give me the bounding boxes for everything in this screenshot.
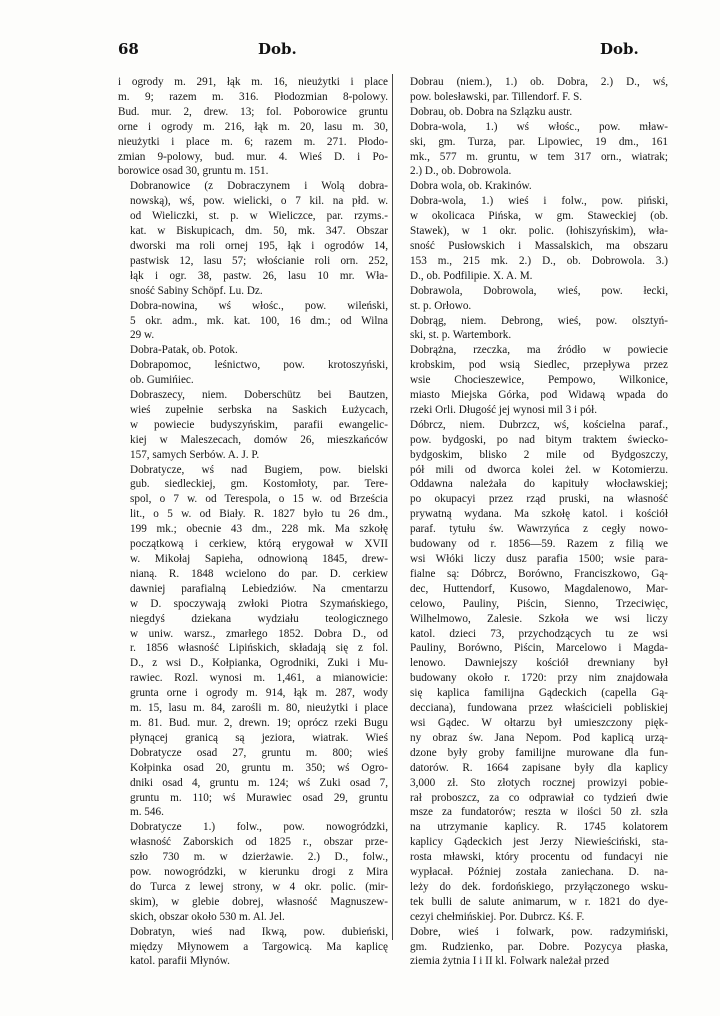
text-line: Bud. mur. 2, drew. 13; fol. Poborowice gruntu bbox=[118, 105, 388, 118]
dictionary-entry bbox=[118, 463, 388, 821]
dictionary-entry bbox=[118, 358, 388, 388]
text-line: 29 w. bbox=[130, 329, 155, 342]
text-line: Dobratycze 1.) folw., pow. nowogródzki, bbox=[130, 821, 388, 834]
dictionary-entry bbox=[398, 284, 668, 314]
dictionary-entry bbox=[118, 820, 388, 924]
text-line: st. p. Orłowo. bbox=[410, 299, 472, 312]
text-line: Dobranowice (z Dobraczynem i Wolą dobra- bbox=[130, 180, 388, 193]
text-line: decciana), fundowana przez właścicieli pobliskiej bbox=[410, 702, 668, 715]
text-line: Dobra-wola, 1.) wieś i folw., pow. piński, bbox=[410, 195, 668, 208]
text-line: 3,000 zł. Sto złotych rocznej prowizyi pobie- bbox=[410, 776, 668, 789]
text-line: 5 okr. adm., mk. kat. 100, 16 dm.; od Wilna bbox=[130, 314, 388, 327]
text-line: prywatną wydana. Ma szkołę katol. i kościół bbox=[410, 508, 668, 521]
text-line: Dobrąg, niem. Debrong, wieś, pow. olsztyń- bbox=[410, 314, 668, 327]
text-line: 2.) D., ob. Dobrowola. bbox=[410, 165, 512, 178]
text-line: ny obraz św. Jana Nepom. Pod kaplicą urzą- bbox=[410, 731, 668, 744]
text-line: dworski ma roli ornej 195, łąk i ogrodów 14, bbox=[130, 239, 388, 252]
text-line: m. 81. Bud. mur. 2, drewn. 19; oprócz rzeki Bugu bbox=[130, 716, 388, 729]
text-line: Dobratycze osad 27, gruntu m. 800; wieś bbox=[130, 746, 388, 759]
text-line: Pauliny, Borówno, Piścin, Marcelowo i Magda- bbox=[410, 642, 668, 655]
dictionary-entry bbox=[398, 418, 668, 925]
dictionary-entry bbox=[398, 75, 668, 105]
dictionary-entry bbox=[398, 105, 668, 120]
text-line: m. 15, lasu m. 84, zarośli m. 80, nieużytki i place bbox=[130, 702, 388, 715]
text-line: Dobratyn, wieś nad Ikwą, pow. dubieński, bbox=[130, 925, 388, 938]
text-line: szło 730 m. w dzierżawie. 2.) D., folw., bbox=[130, 851, 388, 864]
text-line: D., z wsi D., Kołpianka, Ogrodniki, Zuki i Mu- bbox=[130, 657, 388, 670]
text-line: w D. spoczywają zwłoki Piotra Szymańskiego, bbox=[130, 597, 388, 610]
text-line: łąk i ogr. 38, pastw. 26, lasu 10 mr. Wła- bbox=[130, 269, 388, 282]
text-line: w uniw. warsz., zmarłego 1852. Dobra D., od bbox=[130, 627, 388, 640]
text-line: Kołpinka osad 20, gruntu m. 350; wś Ogro- bbox=[130, 761, 388, 774]
text-line: mk., 577 m. gruntu, w tem 317 orn., wiatrak; bbox=[410, 150, 668, 163]
text-line: Stawek), w 1 okr. polic. (łohiszyńskim), wła- bbox=[410, 225, 668, 238]
text-line: ski, st. p. Wartembork. bbox=[410, 329, 512, 342]
text-line: nowską), wś, pow. wielicki, o 7 kil. na płd. w. bbox=[130, 195, 388, 208]
text-line: kaplicy Gądeckich jest Jerzy Niewieściński, sta- bbox=[410, 836, 668, 849]
text-line: dniki osad 4, gruntu m. 124; wś Zuki osad 7, bbox=[130, 776, 388, 789]
text-line: pow. nowogródzki, w kierunku drogi z Mira bbox=[130, 866, 388, 879]
text-line: krobskim, pod wsią Siedlec, przepływa przez bbox=[410, 359, 668, 372]
text-line: od Wieliczki, st. p. w Wieliczce, par. rzyms.- bbox=[130, 210, 388, 223]
text-line: wsie Chocieszewice, Pempowo, Wilkonice, bbox=[410, 374, 668, 387]
text-line: Dobrążna, rzeczka, ma źródło w powiecie bbox=[410, 344, 668, 357]
text-line: pastwisk 12, lasu 57; włościanie roli orn. 252, bbox=[130, 254, 388, 267]
text-line: D., ob. Podfilipie. X. A. M. bbox=[410, 269, 533, 282]
text-line: m. 546. bbox=[130, 806, 164, 819]
text-line: 153 m., 215 mk. 2.) D., ob. Dobrowola. 3.) bbox=[410, 254, 668, 267]
text-line: Dobra-Patak, ob. Potok. bbox=[130, 344, 238, 357]
text-line: gruntu m. 110; wś Murawiec osad 29, gruntu bbox=[130, 791, 388, 804]
left-column bbox=[118, 75, 388, 969]
text-line: dec, Huttendorf, Kusowo, Magdalenowo, Mar- bbox=[410, 582, 668, 595]
text-line: Dobrapomoc, leśnictwo, pow. krotoszyński, bbox=[130, 359, 388, 372]
dictionary-entry bbox=[398, 120, 668, 180]
text-line: ski, gm. Turza, par. Lipowiec, 19 dm., 161 bbox=[410, 135, 668, 148]
text-line: wsi Gądec. W ołtarzu był umieszczony pięk- bbox=[410, 716, 668, 729]
running-head-left: Dob. bbox=[258, 40, 297, 58]
text-line: rosta mławski, który procentu od fundacyi nie bbox=[410, 851, 668, 864]
text-line: nianą. R. 1848 wcielono do par. D. cerkiew bbox=[130, 567, 388, 580]
dictionary-entry bbox=[118, 179, 388, 298]
text-line: Wilhelmowo, Zalesie. Szkoła we wsi liczy bbox=[410, 612, 668, 625]
text-line: leży do dek. fordońskiego, przyłączonego wsku- bbox=[410, 880, 668, 893]
text-line: skich, obszar około 530 m. Al. Jel. bbox=[130, 910, 285, 923]
text-line: rzeki Orli. Długość jej wynosi mil 3 i pół. bbox=[410, 403, 598, 416]
text-line: początkową i cerkiew, którą erygował w XVII bbox=[130, 538, 388, 551]
text-line: Dóbrcz, niem. Dubrzcz, wś, kościelna paraf., bbox=[410, 418, 668, 431]
text-line: sność Pusłowskich i Massalskich, ma obszaru bbox=[410, 239, 668, 252]
text-line: ziemia żytnia I i II kl. Folwark należał przed bbox=[410, 955, 610, 968]
text-line: w okolicaca Pińska, w gm. Staweckiej (ob. bbox=[410, 210, 668, 223]
text-line: tek bulli de salute animarum, w r. 1821 do dye- bbox=[410, 895, 668, 908]
text-line: nieużytki i place m. 6; razem m. 271. Płodo- bbox=[118, 135, 388, 148]
text-line: cezyi chełmińskiej. Por. Dubrcz. Kś. F. bbox=[410, 910, 585, 923]
text-line: budowany od r. 1856—59. Razem z filią we bbox=[410, 538, 668, 551]
text-line: Dobra wola, ob. Krakinów. bbox=[410, 180, 532, 193]
text-line: orne i ogrody m. 216, łąk m. 20, lasu m. 30, bbox=[118, 120, 388, 133]
text-line: m. 9; razem m. 316. Płodozmian 8-polowy. bbox=[118, 90, 388, 103]
text-line: bydgoskim, blisko 2 mile od Bydgoszczy, bbox=[410, 448, 668, 461]
text-line: kiej w Maleszecach, domów 26, mieszkańców bbox=[130, 433, 388, 446]
text-line: sność Sabiny Schöpf. Lu. Dz. bbox=[130, 284, 263, 297]
text-line: spol, o 7 w. od Terespola, o 15 w. od Brześcia bbox=[130, 493, 388, 506]
text-line: Dobraszecy, niem. Doberschütz bei Bautzen, bbox=[130, 389, 388, 402]
text-line: skim), w glebie dobrej, własność Magnuszew- bbox=[130, 895, 388, 908]
text-line: na utrzymanie kaplicy. R. 1745 kolatorem bbox=[410, 821, 668, 834]
text-line: płynącej granicą są jeziora, wiatrak. Wieś bbox=[130, 731, 388, 744]
text-line: fialne są: Dóbrcz, Borówno, Franciszkowo, Gą- bbox=[410, 567, 668, 580]
text-line: gub. siedleckiej, gm. Kostomłoty, par. Tere- bbox=[130, 478, 388, 491]
text-line: Dobra-nowina, wś włośc., pow. wileński, bbox=[130, 299, 388, 312]
text-line: budowany około r. 1720: przy nim znajdowała bbox=[410, 672, 668, 685]
dictionary-entry bbox=[398, 179, 668, 194]
text-line: miasto Miejska Górka, pod Widawą wpada do bbox=[410, 389, 668, 402]
text-line: Dobra-wola, 1.) wś włośc., pow. mław- bbox=[410, 120, 668, 133]
text-line: grunta orne i ogrody m. 914, łąk m. 287, wody bbox=[130, 687, 388, 700]
text-line: paraf. tytułu św. Wawrzyńca z cegły nowo- bbox=[410, 523, 668, 536]
text-line: zmian 9-polowy, bud. mur. 4. Wieś D. i Po- bbox=[118, 150, 388, 163]
text-line: Oddawna należała do kapituły włocławskiej; bbox=[410, 478, 668, 491]
running-head-right: Dob. bbox=[600, 40, 639, 58]
text-line: rał proboszcz, za co odprawiał co tydzień dwie bbox=[410, 791, 668, 804]
dictionary-entry bbox=[118, 925, 388, 970]
text-line: r. 1856 własność Lipińskich, składają się z fol. bbox=[130, 642, 388, 655]
dictionary-entry bbox=[398, 343, 668, 418]
text-line: się kaplica familijna Gądeckich (capella Gą- bbox=[410, 687, 668, 700]
text-line: wsi Włóki liczy dusz parafia 1500; wsie para- bbox=[410, 553, 668, 565]
text-line: datorów. R. 1664 zapisane były dla kaplicy bbox=[410, 761, 668, 774]
text-line: pow. bydgoski, po nad bitym traktem świecko- bbox=[410, 433, 668, 446]
text-line: własność Zaborskich od 1825 r., obszar prze- bbox=[130, 836, 388, 849]
text-line: do Turca z lewej strony, w 4 okr. polic. (mir- bbox=[130, 880, 388, 893]
text-line: msze za fundatorów; reszta w ilości 50 zł. szła bbox=[410, 806, 668, 819]
text-line: Dobrau, ob. Dobra na Szlązku austr. bbox=[410, 105, 573, 118]
text-line: borowice osad 30, gruntu m. 151. bbox=[118, 165, 269, 178]
text-line: i ogrody m. 291, łąk m. 16, nieużytki i place bbox=[118, 76, 388, 88]
text-line: po okupacyi przez rząd pruski, na własność bbox=[410, 493, 668, 506]
text-line: ob. Gumińiec. bbox=[130, 374, 194, 387]
text-line: celowo, Pauliny, Piścin, Sienno, Trzeciwięc, bbox=[410, 597, 668, 610]
text-line: rawiec. Rozl. wynosi m. 1,461, a mianowicie: bbox=[130, 672, 388, 685]
text-line: dzone były groby familijne murowane dla fun- bbox=[410, 746, 668, 759]
text-line: kat. w Biskupicach, dm. 50, mk. 347. Obszar bbox=[130, 225, 388, 238]
page-number: 68 bbox=[118, 40, 139, 58]
text-line: 157, samych Serbów. A. J. P. bbox=[130, 448, 260, 461]
text-line: 199 mk.; obecnie 43 dm., 228 mk. Ma szkołę bbox=[130, 523, 388, 536]
text-line: Dobre, wieś i folwark, pow. radzymiński, bbox=[410, 925, 668, 938]
dictionary-entry bbox=[398, 194, 668, 283]
text-line: Dobrau (niem.), 1.) ob. Dobra, 2.) D., wś, bbox=[410, 76, 668, 88]
text-line: w powiecie budyszyńskim, parafii ewangelic- bbox=[130, 418, 388, 431]
right-column bbox=[398, 75, 668, 969]
dictionary-entry bbox=[118, 299, 388, 344]
text-line: Dobrawola, Dobrowola, wieś, pow. łecki, bbox=[410, 284, 668, 297]
text-line: katol. parafii Młynów. bbox=[130, 955, 230, 968]
text-line: niegdyś dziekana wydziału teologicznego bbox=[130, 612, 388, 625]
text-line: gm. Rudzienko, par. Dobre. Pozycya płaska, bbox=[410, 940, 668, 953]
text-line: między Młynowem a Targowicą. Ma kaplicę bbox=[130, 940, 388, 953]
column-divider bbox=[392, 74, 393, 940]
text-line: pół mili od dworca kolei żel. w Kotomierzu. bbox=[410, 463, 668, 476]
dictionary-entry bbox=[398, 314, 668, 344]
text-line: lit., o 5 w. od Biały. R. 1827 było tu 26 dm., bbox=[130, 508, 388, 521]
dictionary-entry bbox=[118, 75, 388, 179]
text-line: Dobratycze, wś nad Bugiem, pow. bielski bbox=[130, 463, 388, 476]
text-line: dawniej parafialną Lebiedziów. Na cmentarzu bbox=[130, 582, 388, 595]
text-line: lenowo. Dawniejszy kościół drewniany był bbox=[410, 657, 668, 670]
text-line: katol. dzieci 73, przychodzących tu ze wsi bbox=[410, 627, 668, 640]
text-line: wieś zupełnie serbska na Saskich Łużycach, bbox=[130, 403, 388, 416]
text-line: pow. bolesławski, par. Tillendorf. F. S. bbox=[410, 90, 583, 103]
text-line: w. Mikołaj Sapieha, odnowioną 1845, drew- bbox=[130, 553, 388, 565]
dictionary-entry bbox=[118, 343, 388, 358]
text-line: wypłacał. Później została zaniechana. D. na- bbox=[410, 866, 668, 879]
dictionary-entry bbox=[118, 388, 388, 463]
dictionary-entry bbox=[398, 925, 668, 970]
